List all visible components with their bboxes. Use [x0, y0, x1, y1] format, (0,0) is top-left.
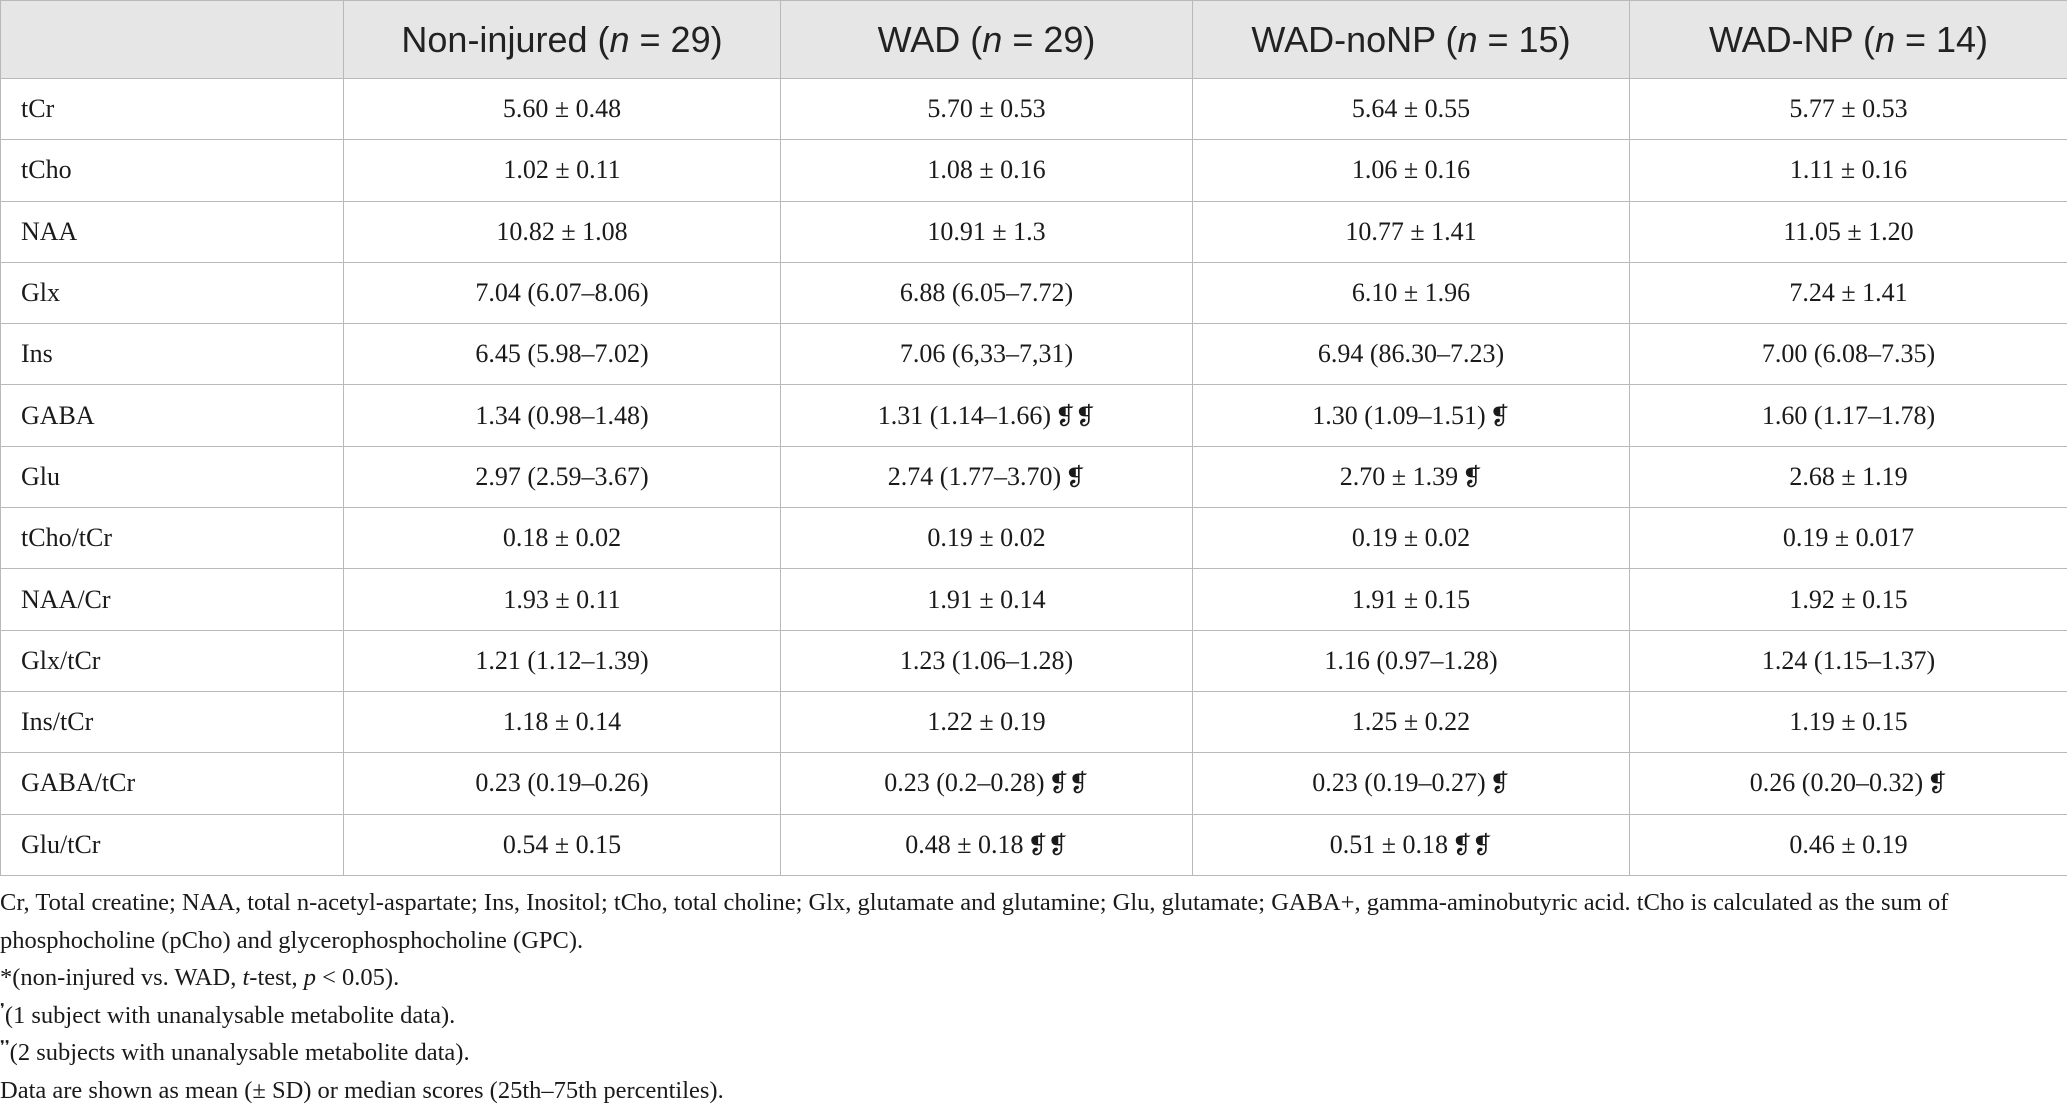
table-row [1, 630, 2067, 691]
table-body [1, 79, 2067, 876]
table-cell: 10.77 ± 1.41 [1193, 201, 1630, 262]
table-row [1, 79, 2067, 140]
table-cell: 10.82 ± 1.08 [344, 201, 781, 262]
table-cell: 0.19 ± 0.02 [1193, 508, 1630, 569]
table-row [1, 814, 2067, 875]
abbreviations-note: Cr, Total creatine; NAA, total n-acetyl-aspartate; Ins, Inositol; tCho, total choline; Glx, glutamate and glutamine; Glu, glutamate; GABA+, gamma-aminobutyric acid. tCho is calculated as the sum of phosphocholine (pCho) and glycerophosphocholine (GPC). [0, 889, 1949, 954]
table-cell: 6.94 (86.30–7.23) [1193, 324, 1630, 385]
table-row [1, 385, 2067, 446]
one-subject-note: ❜(1 subject with unanalysable metabolite data). [0, 1001, 456, 1029]
table-cell: 1.31 (1.14–1.66) ❡❡ [781, 385, 1193, 446]
footnote-mark: ❡❡ [1048, 771, 1089, 798]
footnote-mark: ❡ [1065, 464, 1086, 491]
table-cell: 2.97 (2.59–3.67) [344, 446, 781, 507]
column-header: WAD (n = 29) [781, 1, 1193, 79]
table-cell: 1.18 ± 0.14 [344, 691, 781, 752]
row-label: NAA/Cr [1, 569, 344, 630]
table-cell: 5.60 ± 0.48 [344, 79, 781, 140]
row-label: NAA [1, 201, 344, 262]
row-label: Ins/tCr [1, 691, 344, 752]
table-row [1, 753, 2067, 814]
table-cell: 7.24 ± 1.41 [1630, 262, 2067, 323]
column-header: Non-injured (n = 29) [344, 1, 781, 79]
row-header-cell [1, 1, 344, 79]
table-cell: 11.05 ± 1.20 [1630, 201, 2067, 262]
footnote-mark: ❡❡ [1055, 403, 1096, 430]
table-header-row [1, 1, 2067, 79]
table-row [1, 140, 2067, 201]
table-row [1, 508, 2067, 569]
table-cell: 1.06 ± 0.16 [1193, 140, 1630, 201]
footnote-mark: ❜ [0, 1001, 5, 1018]
table-cell: 1.92 ± 0.15 [1630, 569, 2067, 630]
table-cell: 0.19 ± 0.02 [781, 508, 1193, 569]
table-cell: 6.88 (6.05–7.72) [781, 262, 1193, 323]
table-cell: 1.91 ± 0.15 [1193, 569, 1630, 630]
row-label: tCho [1, 140, 344, 201]
table-cell: 5.70 ± 0.53 [781, 79, 1193, 140]
row-label: Glx [1, 262, 344, 323]
table-cell: 1.30 (1.09–1.51) ❡ [1193, 385, 1630, 446]
table-cell: 1.93 ± 0.11 [344, 569, 781, 630]
row-label: Glu/tCr [1, 814, 344, 875]
table-cell: 2.74 (1.77–3.70) ❡ [781, 446, 1193, 507]
table-row [1, 691, 2067, 752]
row-label: Ins [1, 324, 344, 385]
footnote-mark: ❡❡ [1027, 832, 1068, 859]
table-cell: 0.23 (0.19–0.27) ❡ [1193, 753, 1630, 814]
table-cell: 1.16 (0.97–1.28) [1193, 630, 1630, 691]
data-presentation-note: Data are shown as mean (± SD) or median scores (25th–75th percentiles). [0, 1076, 724, 1104]
table-cell: 0.51 ± 0.18 ❡❡ [1193, 814, 1630, 875]
table-cell: 7.04 (6.07–8.06) [344, 262, 781, 323]
table-cell: 0.54 ± 0.15 [344, 814, 781, 875]
row-label: GABA/tCr [1, 753, 344, 814]
footnote-mark: ❡ [1927, 771, 1948, 798]
table-cell: 0.48 ± 0.18 ❡❡ [781, 814, 1193, 875]
footnote-mark: ❡❡ [1452, 832, 1493, 859]
table-cell: 0.23 (0.2–0.28) ❡❡ [781, 753, 1193, 814]
row-label: tCho/tCr [1, 508, 344, 569]
footnote-mark: ❡ [1489, 403, 1510, 430]
footnote-mark: ❡ [1462, 464, 1483, 491]
table-cell: 1.21 (1.12–1.39) [344, 630, 781, 691]
table-cell: 0.23 (0.19–0.26) [344, 753, 781, 814]
table-cell: 6.10 ± 1.96 [1193, 262, 1630, 323]
table-cell: 1.11 ± 0.16 [1630, 140, 2067, 201]
table-row [1, 201, 2067, 262]
table-footnotes [0, 884, 2040, 1109]
table-row [1, 569, 2067, 630]
ttest-note: *(non-injured vs. WAD, t-test, p < 0.05). [0, 964, 400, 991]
table-cell: 1.19 ± 0.15 [1630, 691, 2067, 752]
table-cell: 0.26 (0.20–0.32) ❡ [1630, 753, 2067, 814]
table-cell: 0.18 ± 0.02 [344, 508, 781, 569]
table-row [1, 324, 2067, 385]
table-row [1, 262, 2067, 323]
table-cell: 6.45 (5.98–7.02) [344, 324, 781, 385]
table-cell: 5.64 ± 0.55 [1193, 79, 1630, 140]
footnote-mark: ❡ [1489, 771, 1510, 798]
table-cell: 0.46 ± 0.19 [1630, 814, 2067, 875]
table-cell: 1.02 ± 0.11 [344, 140, 781, 201]
table-cell: 1.24 (1.15–1.37) [1630, 630, 2067, 691]
table-cell: 1.34 (0.98–1.48) [344, 385, 781, 446]
table-cell: 0.19 ± 0.017 [1630, 508, 2067, 569]
row-label: Glx/tCr [1, 630, 344, 691]
table-cell: 1.60 (1.17–1.78) [1630, 385, 2067, 446]
table-row [1, 446, 2067, 507]
row-label: GABA [1, 385, 344, 446]
table-cell: 7.00 (6.08–7.35) [1630, 324, 2067, 385]
row-label: tCr [1, 79, 344, 140]
table-cell: 1.91 ± 0.14 [781, 569, 1193, 630]
table-cell: 1.08 ± 0.16 [781, 140, 1193, 201]
column-header: WAD-noNP (n = 15) [1193, 1, 1630, 79]
two-subjects-note: ❜❜(2 subjects with unanalysable metabolite data). [0, 1039, 470, 1066]
table-cell: 7.06 (6,33–7,31) [781, 324, 1193, 385]
table-cell: 1.25 ± 0.22 [1193, 691, 1630, 752]
table-cell: 1.22 ± 0.19 [781, 691, 1193, 752]
row-label: Glu [1, 446, 344, 507]
table-cell: 5.77 ± 0.53 [1630, 79, 2067, 140]
table-cell: 1.23 (1.06–1.28) [781, 630, 1193, 691]
footnote-mark: ❜❜ [0, 1039, 10, 1055]
column-header: WAD-NP (n = 14) [1630, 1, 2067, 79]
table-cell: 2.70 ± 1.39 ❡ [1193, 446, 1630, 507]
table-cell: 2.68 ± 1.19 [1630, 446, 2067, 507]
table-cell: 10.91 ± 1.3 [781, 201, 1193, 262]
